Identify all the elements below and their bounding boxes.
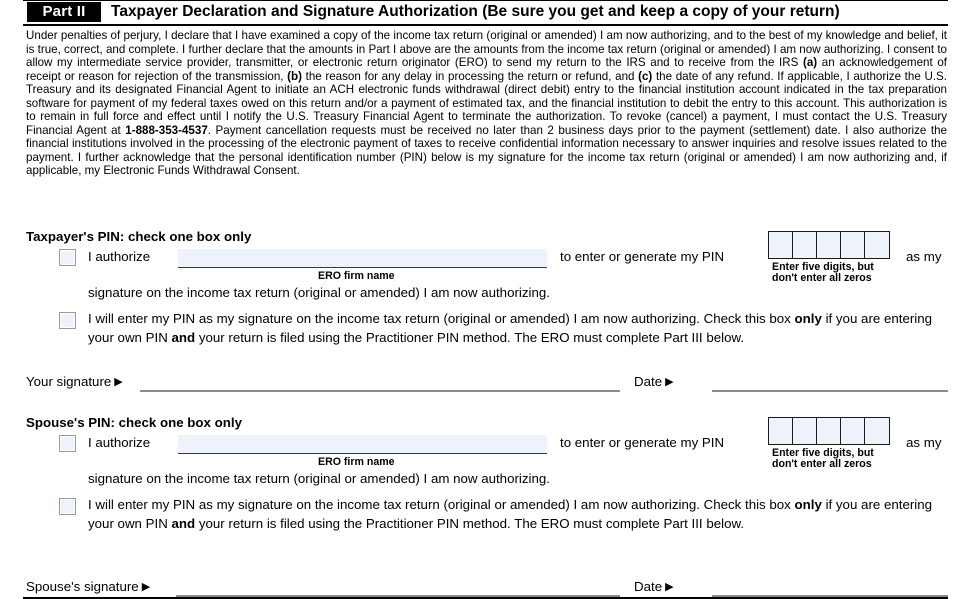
declaration-bold-c: (c): [638, 69, 653, 83]
declaration-text-1: Under penalties of perjury, I declare that I have examined a copy of the income tax return (original or amended) I am now authorizing, and to the best of my knowledge and belief, it is true, correct, and complete. I further declare that the amounts in Part I above are the amounts from the income tax return (original or amended) I am now authorizing. I consent to allow my intermediate service provider, transmitter, or electronic return originator (ERO) to send my return to the IRS and to receive from the IRS: [26, 29, 947, 70]
declaration-phone: 1-888-353-4537: [125, 123, 208, 137]
spouse-authorize-ero-checkbox[interactable]: [59, 435, 76, 452]
taxpayer-date-label-text: Date: [634, 374, 663, 389]
spouse-ero-firm-name-caption: ERO firm name: [318, 456, 395, 468]
taxpayer-ero-firm-name-input[interactable]: [178, 249, 547, 268]
declaration-text-4: the date of any refund. If applicable, I authorize the U.S. Treasury and its designated Financial Agent to initiate an ACH electronic funds withdrawal (direct debit) entry to the financial institution account indicated in the tax preparation software for payment of my federal taxes owed on this return and/or a payment of estimated tax, and the financial institution to debit the entry to this account. This authorization is to remain in full force and effect until I notify the U.S. Treasury Financial Agent to terminate the authorization. To revoke (cancel) a payment, I must contact the U.S. Treasury Financial Agent at: [26, 69, 947, 137]
taxpayer-option2-and: and: [171, 329, 196, 345]
spouse-option2-and: and: [171, 515, 196, 531]
taxpayer-pin-caption-line2: don't enter all zeros: [772, 272, 872, 284]
taxpayer-date-input[interactable]: [712, 390, 948, 392]
spouse-date-label: [634, 579, 674, 594]
spouse-pin-grid[interactable]: [768, 417, 890, 445]
spouse-pin-heading: Spouse's PIN: check one box only: [26, 415, 242, 430]
taxpayer-pin-digit-3[interactable]: [817, 232, 841, 258]
spouse-pin-tail-label: as my: [906, 435, 942, 450]
spouse-pin-digit-4[interactable]: [841, 418, 865, 444]
declaration-bold-b: (b): [287, 69, 302, 83]
spouse-date-arrow-icon: ▶: [665, 581, 674, 593]
top-rule: [23, 0, 948, 1]
part-header: [23, 2, 948, 23]
your-signature-label-text: Your signature: [26, 374, 112, 389]
taxpayer-option2-text-1: I will enter my PIN as my signature on the income tax return (original or amended) I am now authorizing. Check this box: [88, 311, 795, 326]
declaration-paragraph: [26, 29, 947, 178]
date-arrow-icon: ▶: [665, 376, 674, 388]
declaration-text-2: an acknowledgement of receipt or reason for rejection of the transmission,: [26, 56, 947, 83]
spouse-pin-caption-line2: don't enter all zeros: [772, 458, 872, 470]
spouse-signature-label-text: Spouse's signature: [26, 579, 139, 594]
your-signature-label: [26, 374, 123, 389]
taxpayer-option2-text-3: your return is filed using the Practitioner PIN method. The ERO must complete Part III below.: [195, 329, 745, 345]
spouse-option2-only: only: [794, 497, 822, 512]
your-signature-input[interactable]: [140, 390, 620, 392]
spouse-option2-text-1: I will enter my PIN as my signature on the income tax return (original or amended) I am now authorizing. Check this box: [88, 497, 795, 512]
spouse-option1-continuation: signature on the income tax return (original or amended) I am now authorizing.: [88, 471, 550, 486]
spouse-pin-digit-2[interactable]: [793, 418, 817, 444]
taxpayer-authorize-ero-checkbox[interactable]: [59, 249, 76, 266]
taxpayer-option1-continuation: signature on the income tax return (original or amended) I am now authorizing.: [88, 285, 550, 300]
spouse-option2-text-2: if you are entering your own PIN: [88, 497, 933, 531]
part-number-badge: Part II: [27, 2, 101, 22]
taxpayer-date-label: [634, 374, 674, 389]
taxpayer-self-pin-checkbox[interactable]: [59, 312, 76, 329]
spouse-authorize-label: I authorize: [88, 435, 151, 450]
spouse-pin-caption-line1: Enter five digits, but: [772, 447, 874, 459]
taxpayer-pin-digit-2[interactable]: [793, 232, 817, 258]
spouse-signature-arrow-icon: ▶: [141, 581, 151, 593]
taxpayer-option2-text: [88, 310, 948, 347]
taxpayer-pin-grid[interactable]: [768, 231, 890, 259]
taxpayer-pin-digit-5[interactable]: [865, 232, 889, 258]
taxpayer-pin-caption-line1: Enter five digits, but: [772, 261, 874, 273]
taxpayer-pin-tail-label: as my: [906, 249, 942, 264]
spouse-option2-text-3: your return is filed using the Practitioner PIN method. The ERO must complete Part III below.: [195, 515, 745, 531]
spouse-pin-digit-3[interactable]: [817, 418, 841, 444]
spouse-date-label-text: Date: [634, 579, 663, 594]
spouse-pin-digit-5[interactable]: [865, 418, 889, 444]
part-title: Taxpayer Declaration and Signature Authorization (Be sure you get and keep a copy of your return): [111, 3, 840, 20]
spouse-pin-mid-label: to enter or generate my PIN: [560, 435, 725, 450]
spouse-ero-firm-name-input[interactable]: [178, 435, 547, 454]
taxpayer-pin-heading: Taxpayer's PIN: check one box only: [26, 229, 252, 244]
taxpayer-pin-digit-1[interactable]: [769, 232, 793, 258]
taxpayer-pin-digit-4[interactable]: [841, 232, 865, 258]
taxpayer-option2-only: only: [794, 311, 822, 326]
taxpayer-authorize-label: I authorize: [88, 249, 151, 264]
signature-arrow-icon: ▶: [114, 376, 123, 388]
declaration-text-3: the reason for any delay in processing the return or refund, and: [301, 69, 639, 83]
taxpayer-pin-mid-label: to enter or generate my PIN: [560, 249, 725, 264]
spouse-option2-text: [88, 496, 948, 533]
taxpayer-option2-text-2: if you are entering your own PIN: [88, 311, 933, 345]
spouse-self-pin-checkbox[interactable]: [59, 498, 76, 515]
header-rule: [23, 24, 948, 26]
taxpayer-ero-firm-name-caption: ERO firm name: [318, 270, 395, 282]
declaration-bold-a: (a): [802, 56, 818, 70]
spouse-signature-label: [26, 579, 150, 594]
declaration-text-5: . Payment cancellation requests must be received no later than 2 business days prior to the payment (settlement) date. I also authorize the financial institutions involved in the processing of the electronic payment of taxes to receive confidential information necessary to answer inquiries and resolve issues related to the payment. I further acknowledge that the personal identification number (PIN) below is my signature for the income tax return (original or amended) I am now authorizing and, if applicable, my Electronic Funds Withdrawal Consent.: [26, 123, 947, 178]
spouse-pin-digit-1[interactable]: [769, 418, 793, 444]
